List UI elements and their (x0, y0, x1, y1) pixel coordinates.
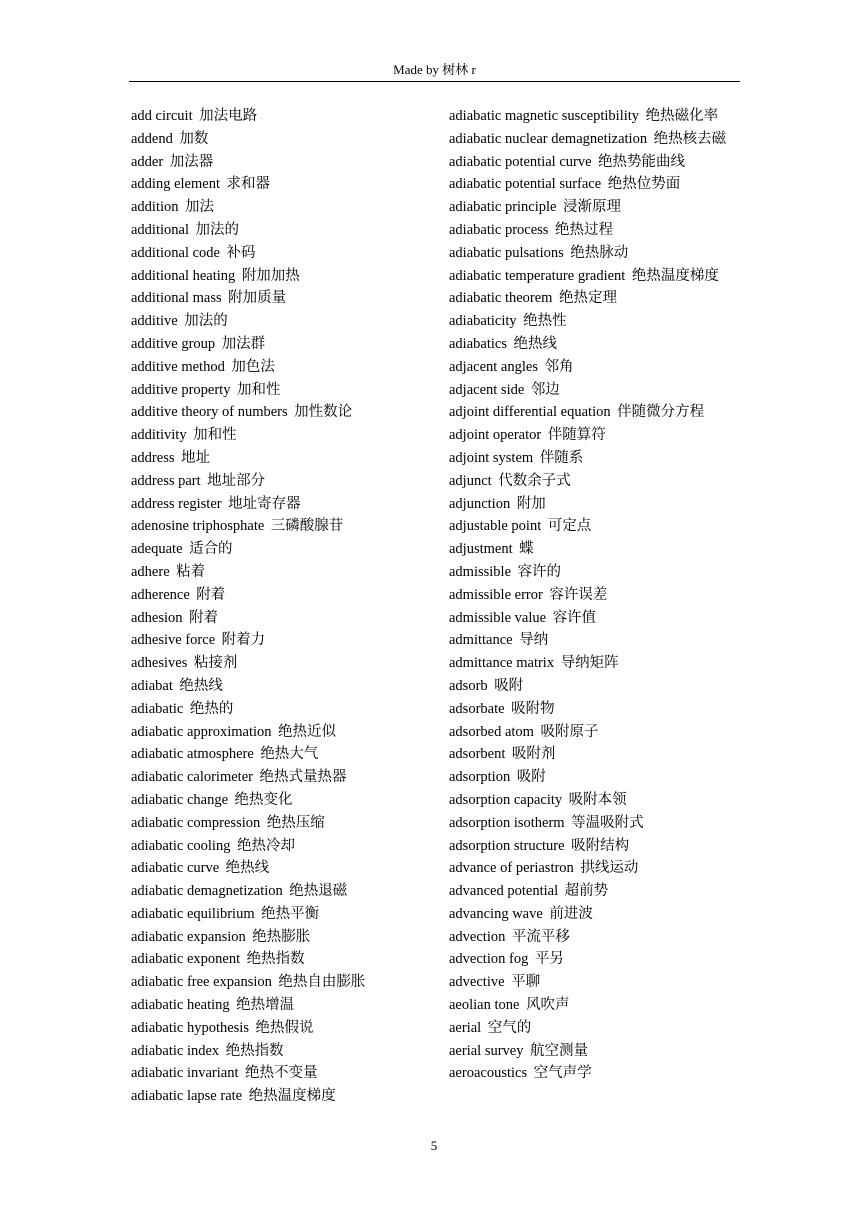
entry-term: adjacent angles (449, 358, 538, 375)
glossary-entry (449, 356, 741, 379)
glossary-entry (449, 857, 741, 880)
glossary-entry (131, 265, 431, 288)
entry-translation: 绝热线 (179, 677, 223, 694)
entry-translation: 附着力 (221, 632, 266, 649)
entry-translation: 绝热核去磁 (653, 130, 727, 147)
entry-translation: 风吹声 (525, 997, 570, 1014)
entry-term: additive theory of numbers (131, 404, 288, 421)
entry-term: adiabatic calorimeter (131, 769, 253, 786)
entry-term: adiabatic (131, 700, 184, 717)
entry-translation: 前进波 (549, 905, 593, 922)
glossary-entry (131, 766, 431, 789)
glossary-entry (449, 766, 741, 789)
entry-term: admissible error (449, 586, 543, 603)
entry-term: adiabatic nuclear demagnetization (449, 130, 648, 147)
entry-term: adiabatic principle (449, 199, 557, 216)
entry-term: adiabatic pulsations (449, 244, 564, 261)
glossary-entry (449, 789, 741, 812)
entry-term: adiabatic potential curve (449, 153, 592, 170)
entry-term: adiabatic exponent (131, 951, 241, 968)
glossary-entry (449, 470, 741, 493)
glossary-entry (131, 812, 431, 835)
entry-translation: 伴随微分方程 (617, 404, 705, 421)
entry-translation: 邻边 (530, 381, 560, 398)
glossary-entry (449, 607, 741, 630)
entry-translation: 航空测量 (530, 1042, 588, 1059)
glossary-entry (449, 880, 741, 903)
entry-term: adiabatic approximation (131, 723, 272, 740)
entry-translation: 适合的 (189, 541, 233, 558)
glossary-entry (131, 470, 431, 493)
entry-term: adiabatic compression (131, 814, 261, 831)
entry-translation: 吸附 (494, 677, 524, 694)
entry-term: adhesion (131, 609, 183, 626)
glossary-entry (449, 196, 741, 219)
glossary-entry (131, 1040, 431, 1063)
entry-term: adsorption structure (449, 837, 565, 854)
glossary-entry (131, 515, 431, 538)
entry-term: additional mass (131, 290, 222, 307)
entry-term: admittance matrix (449, 655, 555, 672)
entry-translation: 可定点 (547, 518, 592, 535)
entry-translation: 伴随算符 (547, 427, 606, 444)
entry-translation: 附加加热 (241, 267, 300, 284)
entry-translation: 绝热定理 (558, 290, 617, 307)
glossary-entry (449, 287, 741, 310)
glossary-entry (449, 584, 741, 607)
entry-translation: 加法 (185, 199, 215, 216)
glossary-entry (131, 607, 431, 630)
glossary-entry (131, 835, 431, 858)
glossary-entry (131, 424, 431, 447)
entry-translation: 容许的 (517, 563, 562, 580)
glossary-entry (449, 173, 741, 196)
entry-term: adjustable point (449, 518, 542, 535)
entry-translation: 绝热的 (189, 700, 234, 717)
entry-translation: 附加 (516, 495, 546, 512)
entry-translation: 绝热势能曲线 (598, 153, 686, 170)
glossary-entry (131, 333, 431, 356)
glossary-entry (131, 196, 431, 219)
glossary-entry (131, 128, 431, 151)
entry-term: address register (131, 495, 222, 512)
entry-term: adsorb (449, 677, 488, 694)
entry-translation: 绝热膨胀 (252, 928, 311, 945)
entry-term: adiabatic free expansion (131, 974, 272, 991)
glossary-entry (449, 652, 741, 675)
glossary-entry (449, 629, 741, 652)
entry-term: adiabatic expansion (131, 928, 246, 945)
entry-term: adiabatic potential surface (449, 176, 602, 193)
header-rule (129, 81, 740, 82)
entry-term: adiabatic process (449, 221, 549, 238)
entry-translation: 加性数论 (294, 404, 353, 421)
entry-term: adiabatic invariant (131, 1065, 239, 1082)
entry-translation: 绝热过程 (554, 221, 613, 238)
glossary-entry (131, 173, 431, 196)
glossary-entry (131, 698, 431, 721)
entry-term: adhere (131, 563, 170, 580)
glossary-entry (449, 105, 741, 128)
glossary-entry (449, 1040, 741, 1063)
glossary-entry (131, 1085, 431, 1108)
entry-term: adhesive force (131, 632, 216, 649)
entry-term: additive property (131, 381, 231, 398)
entry-term: adsorption (449, 769, 511, 786)
entry-term: adsorbate (449, 700, 505, 717)
glossary-entry (449, 971, 741, 994)
glossary-entry (131, 401, 431, 424)
entry-term: aerial (449, 1019, 482, 1036)
entry-term: addend (131, 130, 173, 147)
glossary-entry (449, 379, 741, 402)
glossary-entry (449, 835, 741, 858)
entry-translation: 加法的 (184, 313, 228, 330)
entry-term: advection fog (449, 951, 529, 968)
entry-term: adjoint system (449, 449, 534, 466)
entry-translation: 加法的 (195, 221, 240, 238)
glossary-entry (131, 971, 431, 994)
entry-translation: 绝热退磁 (289, 883, 348, 900)
entry-translation: 绝热假说 (255, 1019, 314, 1036)
entry-translation: 附着 (196, 586, 226, 603)
entry-translation: 粘着 (176, 563, 206, 580)
entry-term: adiabatic lapse rate (131, 1088, 243, 1105)
entry-translation: 粘接剂 (193, 655, 238, 672)
glossary-entry (131, 356, 431, 379)
entry-term: additive method (131, 358, 225, 375)
glossary-entry (449, 538, 741, 561)
entry-translation: 绝热线 (225, 860, 270, 877)
glossary-entry (449, 948, 741, 971)
glossary-entry (449, 310, 741, 333)
entry-term: adsorbent (449, 746, 506, 763)
entry-term: adiabatic curve (131, 860, 220, 877)
entry-term: adiabatic equilibrium (131, 905, 255, 922)
glossary-left-column (131, 105, 431, 1108)
entry-translation: 绝热平衡 (261, 905, 320, 922)
glossary-entry (131, 105, 431, 128)
entry-translation: 吸附物 (511, 700, 555, 717)
entry-translation: 绝热位势面 (607, 176, 681, 193)
entry-translation: 地址部分 (207, 472, 266, 489)
entry-translation: 导纳 (519, 632, 549, 649)
page-number: 5 (430, 1138, 438, 1153)
entry-translation: 加数 (179, 130, 209, 147)
entry-term: adsorbed atom (449, 723, 534, 740)
entry-translation: 绝热脉动 (570, 244, 629, 261)
glossary-entry (131, 675, 431, 698)
glossary-entry (131, 1062, 431, 1085)
glossary-entry (449, 333, 741, 356)
entry-term: adjustment (449, 541, 513, 558)
entry-term: adiabatic atmosphere (131, 746, 254, 763)
entry-term: address part (131, 472, 201, 489)
entry-term: adding element (131, 176, 220, 193)
entry-term: address (131, 449, 175, 466)
glossary-entry (131, 538, 431, 561)
entry-term: adjoint operator (449, 427, 542, 444)
entry-term: adiabatic theorem (449, 290, 553, 307)
entry-translation: 三磷酸腺苷 (270, 518, 344, 535)
entry-translation: 绝热线 (513, 335, 557, 352)
glossary-entry (131, 652, 431, 675)
entry-translation: 导纳矩阵 (560, 655, 619, 672)
entry-translation: 代数余子式 (498, 472, 571, 489)
glossary-entry (131, 151, 431, 174)
entry-term: adiabaticity (449, 313, 517, 330)
entry-translation: 加色法 (231, 358, 275, 375)
entry-term: additional heating (131, 267, 236, 284)
entry-term: additional code (131, 244, 220, 261)
entry-term: adiabatic heating (131, 997, 230, 1014)
entry-translation: 容许值 (552, 609, 597, 626)
entry-translation: 吸附原子 (540, 723, 599, 740)
entry-translation: 加和性 (236, 381, 281, 398)
glossary-entry (449, 493, 741, 516)
entry-term: adjoint differential equation (449, 404, 611, 421)
entry-translation: 绝热不变量 (245, 1065, 318, 1082)
entry-translation: 伴随系 (539, 449, 584, 466)
entry-translation: 地址 (181, 449, 211, 466)
entry-translation: 绝热温度梯度 (248, 1088, 336, 1105)
glossary-entry (449, 675, 741, 698)
entry-term: admissible value (449, 609, 547, 626)
entry-translation: 邻角 (544, 358, 574, 375)
entry-translation: 拱线运动 (580, 860, 639, 877)
entry-term: aeroacoustics (449, 1065, 528, 1082)
entry-term: additional (131, 221, 189, 238)
entry-term: admittance (449, 632, 513, 649)
entry-term: adequate (131, 541, 183, 558)
glossary-entry (131, 379, 431, 402)
entry-translation: 吸附 (516, 769, 546, 786)
glossary-entry (131, 447, 431, 470)
glossary-entry (449, 515, 741, 538)
entry-translation: 空气声学 (533, 1065, 592, 1082)
glossary-entry (449, 219, 741, 242)
entry-term: aeolian tone (449, 997, 520, 1014)
entry-term: adiabatic magnetic susceptibility (449, 108, 640, 124)
glossary-entry (131, 880, 431, 903)
glossary-entry (131, 561, 431, 584)
glossary-entry (449, 926, 741, 949)
entry-term: advance of periastron (449, 860, 574, 877)
entry-term: advective (449, 974, 505, 991)
entry-translation: 容许误差 (549, 586, 608, 603)
entry-term: adiabatics (449, 335, 507, 352)
entry-term: adiabat (131, 677, 173, 694)
entry-translation: 加和性 (193, 427, 237, 444)
entry-term: advection (449, 928, 506, 945)
entry-translation: 绝热指数 (225, 1042, 284, 1059)
glossary-entry (449, 698, 741, 721)
entry-translation: 平另 (534, 951, 564, 968)
entry-term: adjacent side (449, 381, 525, 398)
glossary-entry (449, 994, 741, 1017)
entry-term: advanced potential (449, 883, 559, 900)
glossary-entry (449, 447, 741, 470)
entry-term: admissible (449, 563, 512, 580)
glossary-entry (131, 242, 431, 265)
entry-term: adherence (131, 586, 190, 603)
entry-term: advancing wave (449, 905, 543, 922)
glossary-entry (131, 926, 431, 949)
entry-term: addition (131, 199, 179, 216)
entry-translation: 空气的 (487, 1019, 532, 1036)
glossary-entry (131, 721, 431, 744)
entry-term: adiabatic cooling (131, 837, 231, 854)
entry-translation: 加法电路 (199, 108, 258, 124)
entry-translation: 蝶 (519, 541, 534, 558)
glossary-entry (449, 151, 741, 174)
glossary-entry (449, 812, 741, 835)
entry-term: adsorption capacity (449, 791, 563, 808)
entry-translation: 绝热式量热器 (259, 769, 347, 786)
glossary-entry (449, 1017, 741, 1040)
entry-term: adiabatic demagnetization (131, 883, 283, 900)
entry-translation: 绝热近似 (278, 723, 337, 740)
entry-translation: 附加质量 (228, 290, 287, 307)
entry-translation: 超前势 (564, 883, 609, 900)
glossary-entry (131, 629, 431, 652)
entry-translation: 绝热温度梯度 (631, 267, 719, 284)
entry-term: add circuit (131, 108, 193, 124)
glossary-entry (131, 310, 431, 333)
entry-term: aerial survey (449, 1042, 524, 1059)
glossary-entry (131, 219, 431, 242)
entry-term: adsorption isotherm (449, 814, 565, 831)
entry-translation: 浸渐原理 (563, 199, 622, 216)
glossary-entry (131, 994, 431, 1017)
entry-term: adder (131, 153, 164, 170)
entry-translation: 绝热指数 (246, 951, 305, 968)
glossary-entry (449, 128, 741, 151)
glossary-entry (449, 242, 741, 265)
entry-translation: 加法器 (169, 153, 214, 170)
entry-term: additive (131, 313, 178, 330)
glossary-entry (449, 903, 741, 926)
entry-term: adjunct (449, 472, 492, 489)
entry-term: additivity (131, 427, 187, 444)
glossary-entry (449, 1062, 741, 1085)
glossary-entry (131, 789, 431, 812)
glossary-entry (449, 265, 741, 288)
glossary-entry (449, 561, 741, 584)
entry-translation: 绝热变化 (234, 791, 293, 808)
glossary-entry (131, 743, 431, 766)
glossary-right-column (449, 105, 741, 1085)
entry-term: adiabatic hypothesis (131, 1019, 249, 1036)
glossary-entry (449, 424, 741, 447)
entry-translation: 平聊 (511, 974, 541, 991)
entry-translation: 补码 (226, 244, 256, 261)
entry-term: additive group (131, 335, 216, 352)
entry-translation: 绝热压缩 (266, 814, 325, 831)
entry-term: adiabatic change (131, 791, 229, 808)
glossary-entry (131, 287, 431, 310)
glossary-entry (449, 401, 741, 424)
entry-term: adiabatic index (131, 1042, 220, 1059)
page-header: Made by 树林 r (393, 62, 476, 77)
glossary-entry (449, 721, 741, 744)
glossary-entry (131, 948, 431, 971)
entry-translation: 绝热自由膨胀 (278, 974, 366, 991)
glossary-entry (131, 493, 431, 516)
entry-translation: 绝热增温 (236, 997, 295, 1014)
glossary-entry (131, 1017, 431, 1040)
entry-term: adiabatic temperature gradient (449, 267, 626, 284)
entry-translation: 附着 (189, 609, 219, 626)
entry-translation: 吸附本领 (568, 791, 627, 808)
entry-term: adhesives (131, 655, 188, 672)
entry-translation: 绝热冷却 (236, 837, 295, 854)
entry-translation: 绝热磁化率 (645, 108, 719, 124)
entry-translation: 求和器 (226, 176, 270, 193)
entry-translation: 地址寄存器 (228, 495, 301, 512)
glossary-entry (131, 584, 431, 607)
entry-translation: 等温吸附式 (571, 814, 644, 831)
entry-term: adjunction (449, 495, 511, 512)
entry-translation: 吸附剂 (511, 746, 556, 763)
glossary-entry (131, 903, 431, 926)
glossary-entry (131, 857, 431, 880)
entry-translation: 绝热性 (523, 313, 567, 330)
entry-term: adenosine triphosphate (131, 518, 265, 535)
entry-translation: 平流平移 (511, 928, 570, 945)
glossary-entry (449, 743, 741, 766)
entry-translation: 绝热大气 (260, 746, 319, 763)
entry-translation: 加法群 (221, 335, 266, 352)
entry-translation: 吸附结构 (571, 837, 630, 854)
